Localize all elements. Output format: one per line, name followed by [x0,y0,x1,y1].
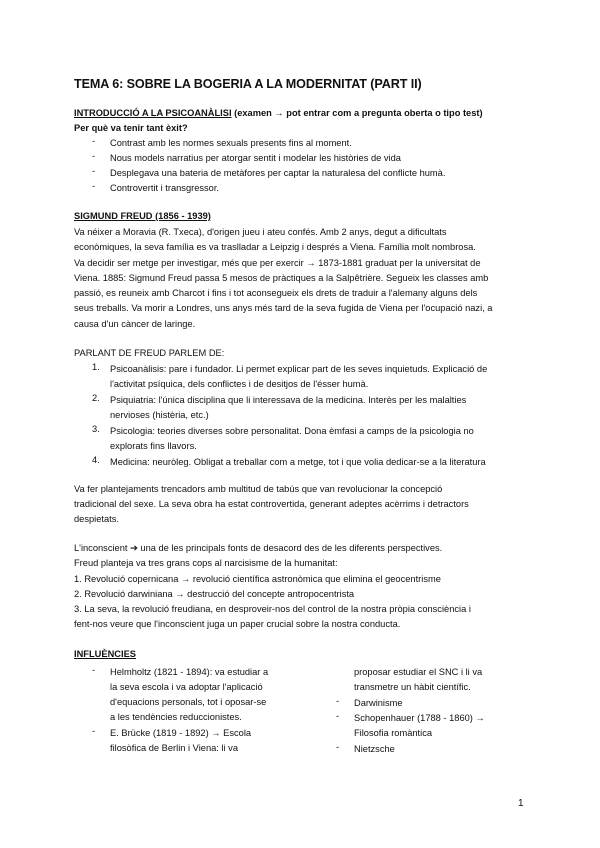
intro-bullet: Controvertit i transgressor. [110,183,220,193]
freud-text-line: Va néixer a Moravia (R. Txeca), d'origen jueu i ateu confés. Amb 2 anys, degut a dificultats [74,227,447,237]
freud-text-line: Viena. 1885: Sigmund Freud passa 5 mesos de pràctiques a la Salpêtrière. Segueix les classes amb [74,273,489,283]
influence-line: Darwinisme [354,698,403,708]
parlant-item-line: Psicologia: teories diverses sobre personalitat. Dona èmfasi a camps de la psicologia no [110,426,474,436]
bullet-dash: - [336,696,340,706]
parlant-heading: PARLANT DE FREUD PARLEM DE: [74,348,225,358]
intro-bullet: Contrast amb les normes sexuals presents fins al moment. [110,138,352,148]
page-number: 1 [518,798,524,809]
intro-heading-line [74,106,527,121]
parlant-item-line: nervioses (histèria, etc.) [110,410,209,420]
inconscient-line: Freud planteja va tres grans cops al narcisisme de la humanitat: [74,558,338,568]
freud-text-line: Va decidir ser metge per investigar, més que per exercir → 1873-1881 graduat per la universitat de [74,258,481,268]
bullet-dash: - [92,151,96,161]
influence-line: a les tendències reduccionistes. [110,712,242,722]
bullet-dash: - [336,711,340,721]
parlant-item-line: Medicina: neuròleg. Obligat a treballar com a metge, tot i que volia dedicar-se a la literatura [110,457,486,467]
list-number: 1. [92,362,100,372]
inconscient-line: 3. La seva, la revolució freudiana, en desproveir-nos del control de la nostra pròpia consciència i [74,604,471,614]
plantejaments-line: despietats. [74,514,119,524]
parlant-item-line: l'activitat psíquica, dels conflictes i de desitjos de l'ésser humà. [110,379,369,389]
intro-bullet: Nous models narratius per atorgar sentit i modelar les històries de vida [110,153,401,163]
freud-text-line: seus treballs. Va morir a Londres, uns anys més tard de la seva fugida de Viena per l'ocupació nazi, a [74,303,493,313]
inconscient-line: L'inconscient ➔ una de les principals fonts de desacord des de les diferents perspectives. [74,543,443,553]
bullet-dash: - [92,726,96,736]
intro-heading-note: (examen → pot entrar com a pregunta oberta o tipo test) [231,108,483,118]
bullet-dash: - [92,166,96,176]
influence-line: la seva escola i va adoptar l'aplicació [110,682,263,692]
parlant-item-line: Psiquiatria: l'única disciplina que li interessava de la medicina. Interès per les malalties [110,395,467,405]
influence-line: transmetre un hàbit científic. [354,682,471,692]
page-title: TEMA 6: SOBRE LA BOGERIA A LA MODERNITAT (PART II) [74,77,422,91]
parlant-item-line: explorats fins llavors. [110,441,197,451]
influence-line: Schopenhauer (1788 - 1860) → [354,713,485,723]
influence-line: E. Brücke (1819 - 1892) → Escola [110,728,252,738]
bullet-dash: - [92,181,96,191]
bullet-dash: - [336,742,340,752]
plantejaments-line: Va fer plantejaments trencadors amb multitud de tabús que van revolucionar la concepció [74,484,443,494]
influence-line: Nietzsche [354,744,395,754]
inconscient-line: fent-nos veure que l'inconscient juga un paper crucial sobre la nostra conducta. [74,619,401,629]
influence-line: Filosofia romàntica [354,728,433,738]
list-number: 3. [92,424,100,434]
freud-text-line: causa d'un càncer de laringe. [74,319,196,329]
freud-text-line: passió, es reuneix amb Charcot i fins i tot aconsegueix els drets de traduir a l'alemany alguns dels [74,288,478,298]
influence-line: proposar estudiar el SNC i li va [354,667,483,677]
bullet-dash: - [92,136,96,146]
freud-text-line: econòmiques, la seva família es va traslladar a Leipzig i després a Viena. Família molt nombrosa. [74,242,476,252]
influencies-heading: INFLUÈNCIES [74,649,136,659]
inconscient-line: 1. Revolució copernicana → revolució científica astronòmica que elimina el geocentrisme [74,574,441,584]
influence-line: filosòfica de Berlin i Viena: li va [110,743,238,753]
bullet-dash: - [92,665,96,675]
list-number: 2. [92,393,100,403]
intro-heading: INTRODUCCIÓ A LA PSICOANÀLISI [74,108,232,118]
intro-question: Per què va tenir tant èxit? [74,123,188,133]
parlant-item-line: Psicoanàlisis: pare i fundador. Li permet explicar part de les seves inquietuds. Explicació de [110,364,488,374]
influence-line: d'equacions personals, tot i oposar-se [110,697,267,707]
inconscient-line: 2. Revolució darwiniana → destrucció del concepte antropocentrista [74,589,355,599]
list-number: 4. [92,455,100,465]
intro-bullet: Desplegava una bateria de metàfores per captar la naturalesa del conflicte humà. [110,168,446,178]
freud-heading: SIGMUND FREUD (1856 - 1939) [74,211,211,221]
influence-line: Helmholtz (1821 - 1894): va estudiar a [110,667,269,677]
plantejaments-line: tradicional del sexe. La seva obra ha estat controvertida, generant adeptes acèrrims i detractors [74,499,469,509]
